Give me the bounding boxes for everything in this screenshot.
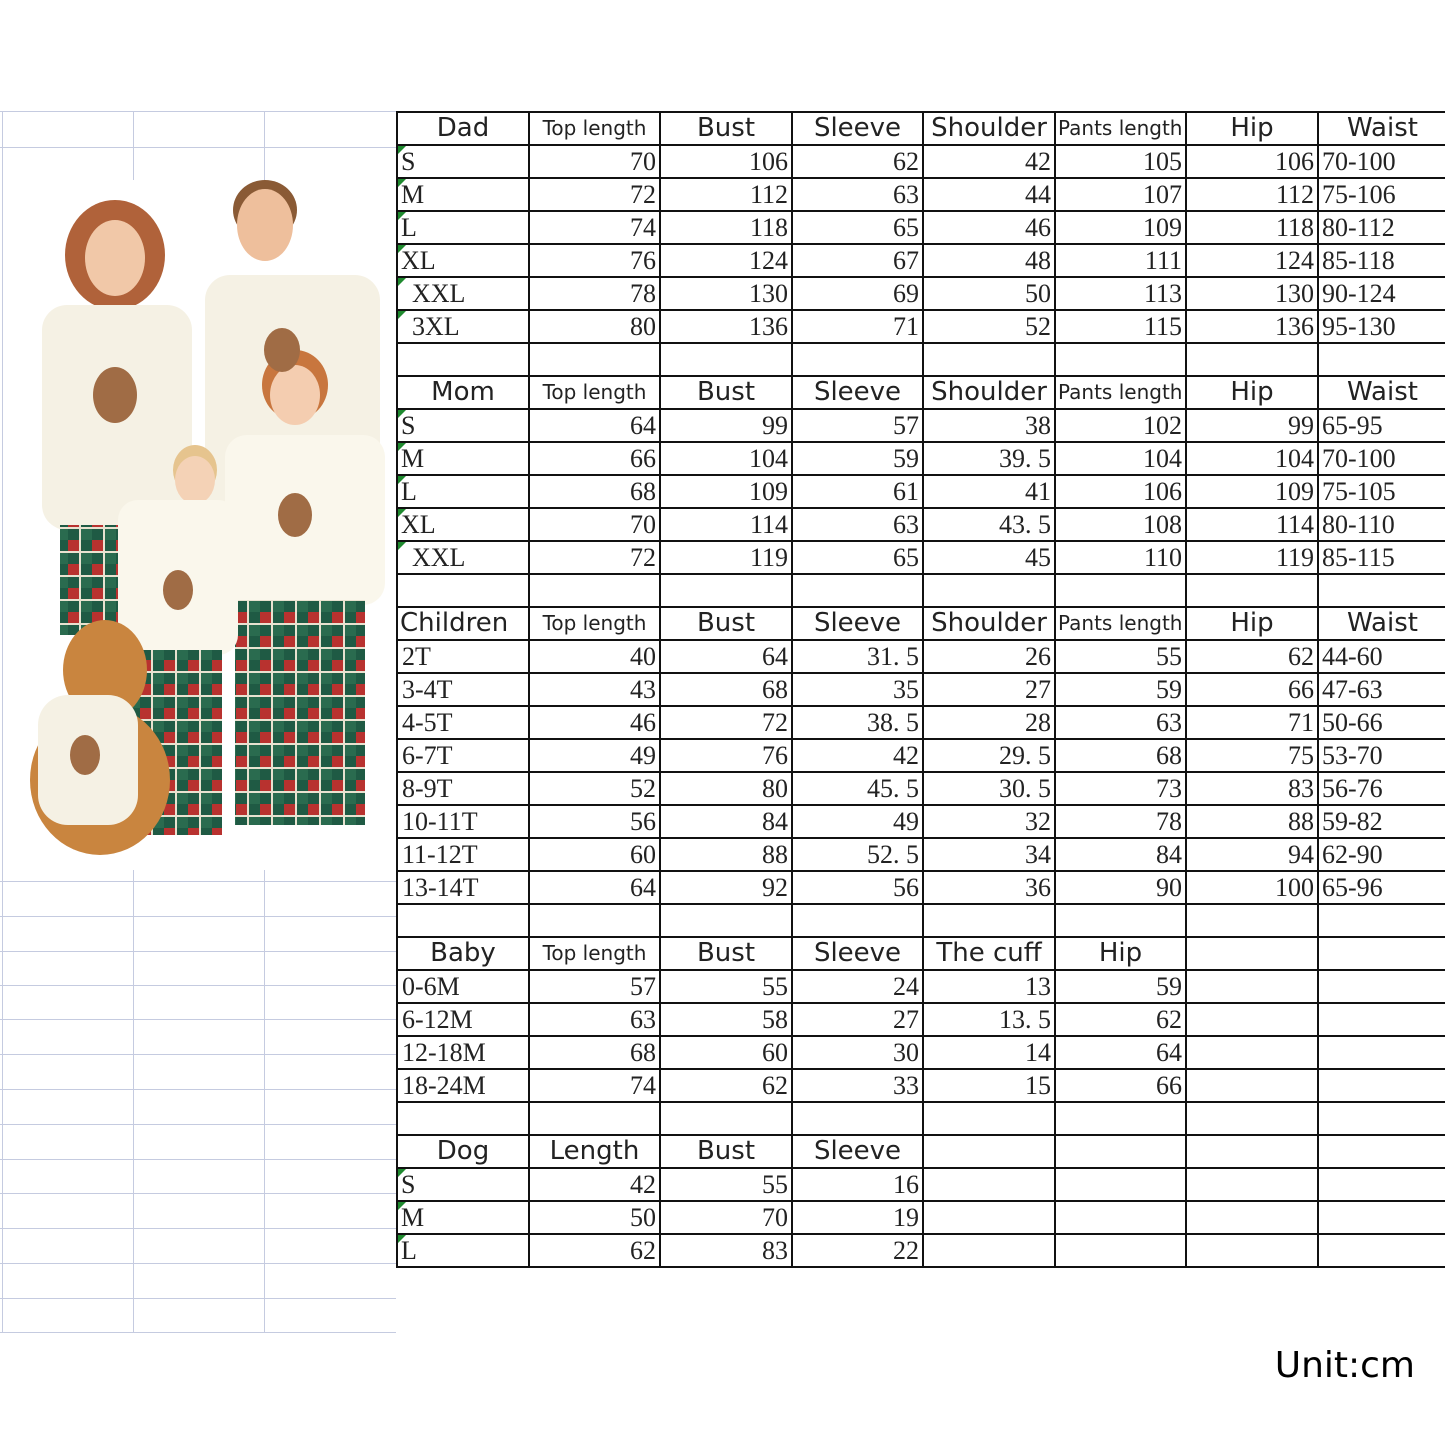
cell: 100 xyxy=(1186,871,1318,904)
cell: 102 xyxy=(1055,409,1186,442)
cell: 124 xyxy=(1186,244,1318,277)
cell: 59-82 xyxy=(1318,805,1445,838)
size-label: 11-12T xyxy=(397,838,529,871)
cell: 63 xyxy=(792,178,923,211)
table-row xyxy=(397,1003,1445,1036)
cell: 90 xyxy=(1055,871,1186,904)
cell: 43 xyxy=(529,673,660,706)
col-header-hip: Hip xyxy=(1055,937,1186,970)
col-header-top-length: Top length xyxy=(529,376,660,409)
cell: 53-70 xyxy=(1318,739,1445,772)
cell: 83 xyxy=(1186,772,1318,805)
section-title-mom: Mom xyxy=(397,376,529,409)
grid-line xyxy=(0,1089,396,1090)
col-header-the-cuff: The cuff xyxy=(923,937,1055,970)
cell: 52 xyxy=(923,310,1055,343)
cell: 72 xyxy=(660,706,792,739)
spacer-row xyxy=(397,904,1445,937)
grid-line xyxy=(0,111,396,112)
cell: 104 xyxy=(1186,442,1318,475)
cell: 88 xyxy=(660,838,792,871)
cell: 24 xyxy=(792,970,923,1003)
cell: 83 xyxy=(660,1234,792,1267)
col-header-bust: Bust xyxy=(660,1135,792,1168)
size-label: XXL xyxy=(397,277,529,310)
cell: 66 xyxy=(529,442,660,475)
col-header-sleeve: Sleeve xyxy=(792,376,923,409)
size-label: L xyxy=(397,211,529,244)
cell: 92 xyxy=(660,871,792,904)
cell: 118 xyxy=(1186,211,1318,244)
cell: 70 xyxy=(660,1201,792,1234)
cell: 85-118 xyxy=(1318,244,1445,277)
cell: 99 xyxy=(660,409,792,442)
table-row xyxy=(397,739,1445,772)
cell: 48 xyxy=(923,244,1055,277)
cell: 33 xyxy=(792,1069,923,1102)
cell: 66 xyxy=(1186,673,1318,706)
grid-line xyxy=(0,1054,396,1055)
col-header-shoulder: Shoulder xyxy=(923,376,1055,409)
cell: 60 xyxy=(660,1036,792,1069)
cell: 90-124 xyxy=(1318,277,1445,310)
cell: 46 xyxy=(529,706,660,739)
cell: 112 xyxy=(660,178,792,211)
cell: 32 xyxy=(923,805,1055,838)
table-row xyxy=(397,541,1445,574)
table-row xyxy=(397,277,1445,310)
table-row xyxy=(397,706,1445,739)
cell: 57 xyxy=(529,970,660,1003)
cell: 59 xyxy=(792,442,923,475)
cell: 109 xyxy=(1055,211,1186,244)
table-row xyxy=(397,970,1445,1003)
cell: 46 xyxy=(923,211,1055,244)
cell: 65 xyxy=(792,541,923,574)
cell: 80 xyxy=(660,772,792,805)
cell: 95-130 xyxy=(1318,310,1445,343)
cell: 68 xyxy=(529,475,660,508)
cell: 75 xyxy=(1186,739,1318,772)
cell: 75-105 xyxy=(1318,475,1445,508)
col-header-hip: Hip xyxy=(1186,376,1318,409)
grid-line xyxy=(0,1298,396,1299)
cell: 62 xyxy=(792,145,923,178)
cell: 70 xyxy=(529,508,660,541)
col-header-hip: Hip xyxy=(1186,607,1318,640)
table-row xyxy=(397,1201,1445,1234)
cell: 26 xyxy=(923,640,1055,673)
cell: 99 xyxy=(1186,409,1318,442)
dog-header-row xyxy=(397,1135,1445,1168)
cell: 104 xyxy=(1055,442,1186,475)
col-header-bust: Bust xyxy=(660,937,792,970)
cell: 80 xyxy=(529,310,660,343)
table-row xyxy=(397,772,1445,805)
cell: 63 xyxy=(529,1003,660,1036)
cell: 106 xyxy=(1186,145,1318,178)
cell: 64 xyxy=(660,640,792,673)
size-label: S xyxy=(397,1168,529,1201)
cell: 124 xyxy=(660,244,792,277)
cell: 71 xyxy=(1186,706,1318,739)
cell: 70-100 xyxy=(1318,442,1445,475)
cell: 70-100 xyxy=(1318,145,1445,178)
size-label: 2T xyxy=(397,640,529,673)
cell: 67 xyxy=(792,244,923,277)
cell: 45 xyxy=(923,541,1055,574)
col-header-bust: Bust xyxy=(660,376,792,409)
table-row xyxy=(397,838,1445,871)
cell: 47-63 xyxy=(1318,673,1445,706)
section-title-baby: Baby xyxy=(397,937,529,970)
cell: 49 xyxy=(792,805,923,838)
dad-header-row xyxy=(397,112,1445,145)
cell: 22 xyxy=(792,1234,923,1267)
cell: 78 xyxy=(1055,805,1186,838)
table-row xyxy=(397,1036,1445,1069)
cell: 49 xyxy=(529,739,660,772)
cell: 15 xyxy=(923,1069,1055,1102)
grid-line xyxy=(0,916,396,917)
cell: 62 xyxy=(1055,1003,1186,1036)
cell: 78 xyxy=(529,277,660,310)
cell: 50 xyxy=(529,1201,660,1234)
grid-line xyxy=(0,985,396,986)
col-header-shoulder: Shoulder xyxy=(923,607,1055,640)
col-header-waist: Waist xyxy=(1318,607,1445,640)
cell: 88 xyxy=(1186,805,1318,838)
cell: 59 xyxy=(1055,673,1186,706)
cell: 94 xyxy=(1186,838,1318,871)
col-header-sleeve: Sleeve xyxy=(792,607,923,640)
size-chart-table xyxy=(396,111,1445,1268)
cell: 56 xyxy=(792,871,923,904)
cell: 72 xyxy=(529,541,660,574)
col-header-top-length: Top length xyxy=(529,937,660,970)
cell: 68 xyxy=(660,673,792,706)
cell: 61 xyxy=(792,475,923,508)
cell: 85-115 xyxy=(1318,541,1445,574)
cell: 80-112 xyxy=(1318,211,1445,244)
cell: 50-66 xyxy=(1318,706,1445,739)
cell: 63 xyxy=(1055,706,1186,739)
cell: 108 xyxy=(1055,508,1186,541)
cell: 76 xyxy=(660,739,792,772)
cell: 75-106 xyxy=(1318,178,1445,211)
baby-header-row xyxy=(397,937,1445,970)
cell: 57 xyxy=(792,409,923,442)
grid-line xyxy=(0,1019,396,1020)
mom-header-row xyxy=(397,376,1445,409)
col-header-pants-length: Pants length xyxy=(1055,376,1186,409)
cell: 70 xyxy=(529,145,660,178)
cell: 109 xyxy=(660,475,792,508)
cell: 62-90 xyxy=(1318,838,1445,871)
section-title-children: Children xyxy=(397,607,529,640)
cell: 34 xyxy=(923,838,1055,871)
cell: 65-95 xyxy=(1318,409,1445,442)
cell: 105 xyxy=(1055,145,1186,178)
grid-line xyxy=(2,111,3,1332)
table-row xyxy=(397,310,1445,343)
cell: 58 xyxy=(660,1003,792,1036)
cell: 13 xyxy=(923,970,1055,1003)
cell: 64 xyxy=(529,871,660,904)
spacer-row xyxy=(397,1102,1445,1135)
cell: 62 xyxy=(529,1234,660,1267)
cell: 60 xyxy=(529,838,660,871)
table-row xyxy=(397,475,1445,508)
grid-line xyxy=(0,1159,396,1160)
col-header-pants-length: Pants length xyxy=(1055,607,1186,640)
cell: 35 xyxy=(792,673,923,706)
cell: 27 xyxy=(923,673,1055,706)
cell: 64 xyxy=(1055,1036,1186,1069)
cell: 62 xyxy=(660,1069,792,1102)
cell: 68 xyxy=(529,1036,660,1069)
cell: 104 xyxy=(660,442,792,475)
col-header-sleeve: Sleeve xyxy=(792,1135,923,1168)
table-row xyxy=(397,211,1445,244)
cell: 41 xyxy=(923,475,1055,508)
cell: 76 xyxy=(529,244,660,277)
cell: 62 xyxy=(1186,640,1318,673)
cell: 136 xyxy=(660,310,792,343)
grid-line xyxy=(0,147,396,148)
spacer-row xyxy=(397,574,1445,607)
table-row xyxy=(397,1168,1445,1201)
spacer-row xyxy=(397,343,1445,376)
size-label: S xyxy=(397,409,529,442)
table-row xyxy=(397,508,1445,541)
section-title-dad: Dad xyxy=(397,112,529,145)
table-row xyxy=(397,244,1445,277)
col-header-waist: Waist xyxy=(1318,112,1445,145)
size-label: XL xyxy=(397,244,529,277)
cell: 16 xyxy=(792,1168,923,1201)
cell: 44-60 xyxy=(1318,640,1445,673)
size-label: M xyxy=(397,178,529,211)
grid-line xyxy=(0,1193,396,1194)
cell: 106 xyxy=(660,145,792,178)
col-header-top-length: Top length xyxy=(529,607,660,640)
size-label: 0-6M xyxy=(397,970,529,1003)
size-label: 8-9T xyxy=(397,772,529,805)
cell: 72 xyxy=(529,178,660,211)
cell: 52 xyxy=(529,772,660,805)
cell: 130 xyxy=(1186,277,1318,310)
cell: 84 xyxy=(660,805,792,838)
cell: 110 xyxy=(1055,541,1186,574)
cell: 45. 5 xyxy=(792,772,923,805)
unit-label: Unit:cm xyxy=(1274,1345,1415,1386)
cell: 30 xyxy=(792,1036,923,1069)
cell: 56-76 xyxy=(1318,772,1445,805)
size-label: 6-12M xyxy=(397,1003,529,1036)
children-header-row xyxy=(397,607,1445,640)
cell: 29. 5 xyxy=(923,739,1055,772)
col-header-top-length: Top length xyxy=(529,112,660,145)
size-label: 3-4T xyxy=(397,673,529,706)
size-label: 4-5T xyxy=(397,706,529,739)
cell: 119 xyxy=(1186,541,1318,574)
cell: 36 xyxy=(923,871,1055,904)
cell: 109 xyxy=(1186,475,1318,508)
table-row xyxy=(397,1069,1445,1102)
cell: 56 xyxy=(529,805,660,838)
cell: 68 xyxy=(1055,739,1186,772)
cell: 66 xyxy=(1055,1069,1186,1102)
size-label: L xyxy=(397,1234,529,1267)
table-row xyxy=(397,871,1445,904)
cell: 40 xyxy=(529,640,660,673)
table-row xyxy=(397,1234,1445,1267)
cell: 136 xyxy=(1186,310,1318,343)
size-label: 12-18M xyxy=(397,1036,529,1069)
size-label: M xyxy=(397,1201,529,1234)
cell: 63 xyxy=(792,508,923,541)
cell: 65-96 xyxy=(1318,871,1445,904)
cell: 44 xyxy=(923,178,1055,211)
cell: 119 xyxy=(660,541,792,574)
size-label: 6-7T xyxy=(397,739,529,772)
grid-line xyxy=(0,1228,396,1229)
cell: 115 xyxy=(1055,310,1186,343)
cell: 30. 5 xyxy=(923,772,1055,805)
table-row xyxy=(397,640,1445,673)
cell: 106 xyxy=(1055,475,1186,508)
cell: 42 xyxy=(792,739,923,772)
size-label: XXL xyxy=(397,541,529,574)
cell: 42 xyxy=(529,1168,660,1201)
cell: 64 xyxy=(529,409,660,442)
grid-line xyxy=(0,1332,396,1333)
cell: 31. 5 xyxy=(792,640,923,673)
table-row xyxy=(397,178,1445,211)
cell: 114 xyxy=(1186,508,1318,541)
col-header-bust: Bust xyxy=(660,607,792,640)
cell: 107 xyxy=(1055,178,1186,211)
table-row xyxy=(397,673,1445,706)
table-row xyxy=(397,442,1445,475)
grid-line xyxy=(0,881,396,882)
grid-line xyxy=(0,1124,396,1125)
cell: 80-110 xyxy=(1318,508,1445,541)
cell: 84 xyxy=(1055,838,1186,871)
col-header-sleeve: Sleeve xyxy=(792,112,923,145)
col-header-waist: Waist xyxy=(1318,376,1445,409)
size-label: 13-14T xyxy=(397,871,529,904)
size-label: 18-24M xyxy=(397,1069,529,1102)
col-header-length: Length xyxy=(529,1135,660,1168)
cell: 118 xyxy=(660,211,792,244)
cell: 113 xyxy=(1055,277,1186,310)
cell: 55 xyxy=(1055,640,1186,673)
size-label: XL xyxy=(397,508,529,541)
size-label: 10-11T xyxy=(397,805,529,838)
cell: 14 xyxy=(923,1036,1055,1069)
cell: 111 xyxy=(1055,244,1186,277)
cell: 55 xyxy=(660,970,792,1003)
cell: 38. 5 xyxy=(792,706,923,739)
grid-line xyxy=(0,1263,396,1264)
size-label: S xyxy=(397,145,529,178)
col-header-pants-length: Pants length xyxy=(1055,112,1186,145)
cell: 43. 5 xyxy=(923,508,1055,541)
cell: 27 xyxy=(792,1003,923,1036)
cell: 73 xyxy=(1055,772,1186,805)
cell: 74 xyxy=(529,211,660,244)
table-row xyxy=(397,409,1445,442)
cell: 28 xyxy=(923,706,1055,739)
cell: 130 xyxy=(660,277,792,310)
cell: 39. 5 xyxy=(923,442,1055,475)
family-pajamas-photo xyxy=(20,180,390,870)
col-header-hip: Hip xyxy=(1186,112,1318,145)
col-header-shoulder: Shoulder xyxy=(923,112,1055,145)
cell: 74 xyxy=(529,1069,660,1102)
cell: 38 xyxy=(923,409,1055,442)
cell: 55 xyxy=(660,1168,792,1201)
cell: 112 xyxy=(1186,178,1318,211)
cell: 50 xyxy=(923,277,1055,310)
table-row xyxy=(397,145,1445,178)
grid-line xyxy=(0,951,396,952)
cell: 19 xyxy=(792,1201,923,1234)
col-header-sleeve: Sleeve xyxy=(792,937,923,970)
cell: 114 xyxy=(660,508,792,541)
cell: 13. 5 xyxy=(923,1003,1055,1036)
cell: 69 xyxy=(792,277,923,310)
cell: 59 xyxy=(1055,970,1186,1003)
size-label: L xyxy=(397,475,529,508)
size-label: M xyxy=(397,442,529,475)
cell: 65 xyxy=(792,211,923,244)
col-header-bust: Bust xyxy=(660,112,792,145)
cell: 71 xyxy=(792,310,923,343)
section-title-dog: Dog xyxy=(397,1135,529,1168)
cell: 52. 5 xyxy=(792,838,923,871)
cell: 42 xyxy=(923,145,1055,178)
size-label: 3XL xyxy=(397,310,529,343)
table-row xyxy=(397,805,1445,838)
